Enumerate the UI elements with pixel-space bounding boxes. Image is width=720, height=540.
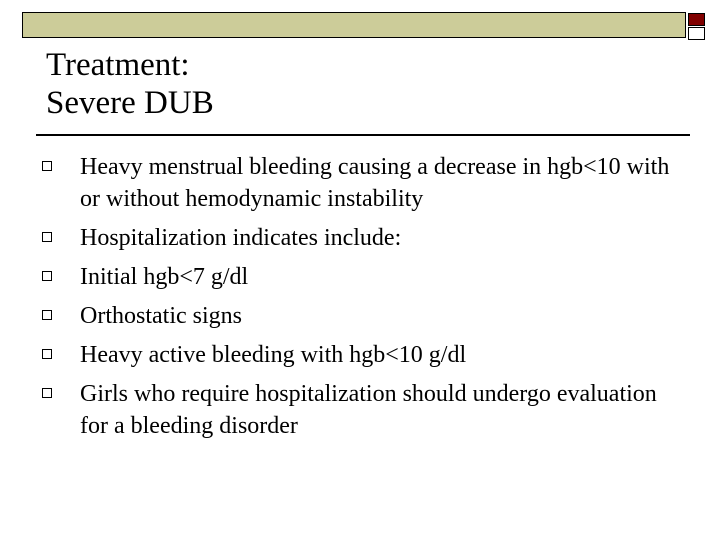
corner-outline-square [688, 27, 705, 40]
bullet-item [40, 300, 670, 332]
hollow-square-bullet-icon [42, 232, 52, 242]
bullet-text: Girls who require hospitalization should undergo evaluation for a bleeding disorder [80, 381, 657, 439]
hollow-square-bullet-icon [42, 271, 52, 281]
bullet-text: Orthostatic signs [80, 303, 242, 329]
bullet-item [40, 378, 670, 442]
hollow-square-bullet-icon [42, 161, 52, 171]
bullet-item [40, 261, 670, 293]
title-divider [36, 134, 690, 136]
slide-title-line-2: Severe DUB [46, 85, 214, 121]
header-decoration-band [22, 12, 686, 38]
bullet-item [40, 339, 670, 371]
bullet-text: Heavy menstrual bleeding causing a decrease in hgb<10 with or without hemodynamic instability [80, 154, 670, 212]
hollow-square-bullet-icon [42, 388, 52, 398]
slide-title-line-1: Treatment: [46, 47, 190, 83]
bullet-list [40, 151, 670, 449]
bullet-text: Heavy active bleeding with hgb<10 g/dl [80, 342, 467, 368]
bullet-text: Hospitalization indicates include: [80, 225, 402, 251]
bullet-text: Initial hgb<7 g/dl [80, 264, 249, 290]
hollow-square-bullet-icon [42, 310, 52, 320]
slide-title [46, 46, 646, 122]
hollow-square-bullet-icon [42, 349, 52, 359]
bullet-item [40, 151, 670, 215]
corner-accent-square [688, 13, 705, 26]
bullet-item [40, 222, 670, 254]
